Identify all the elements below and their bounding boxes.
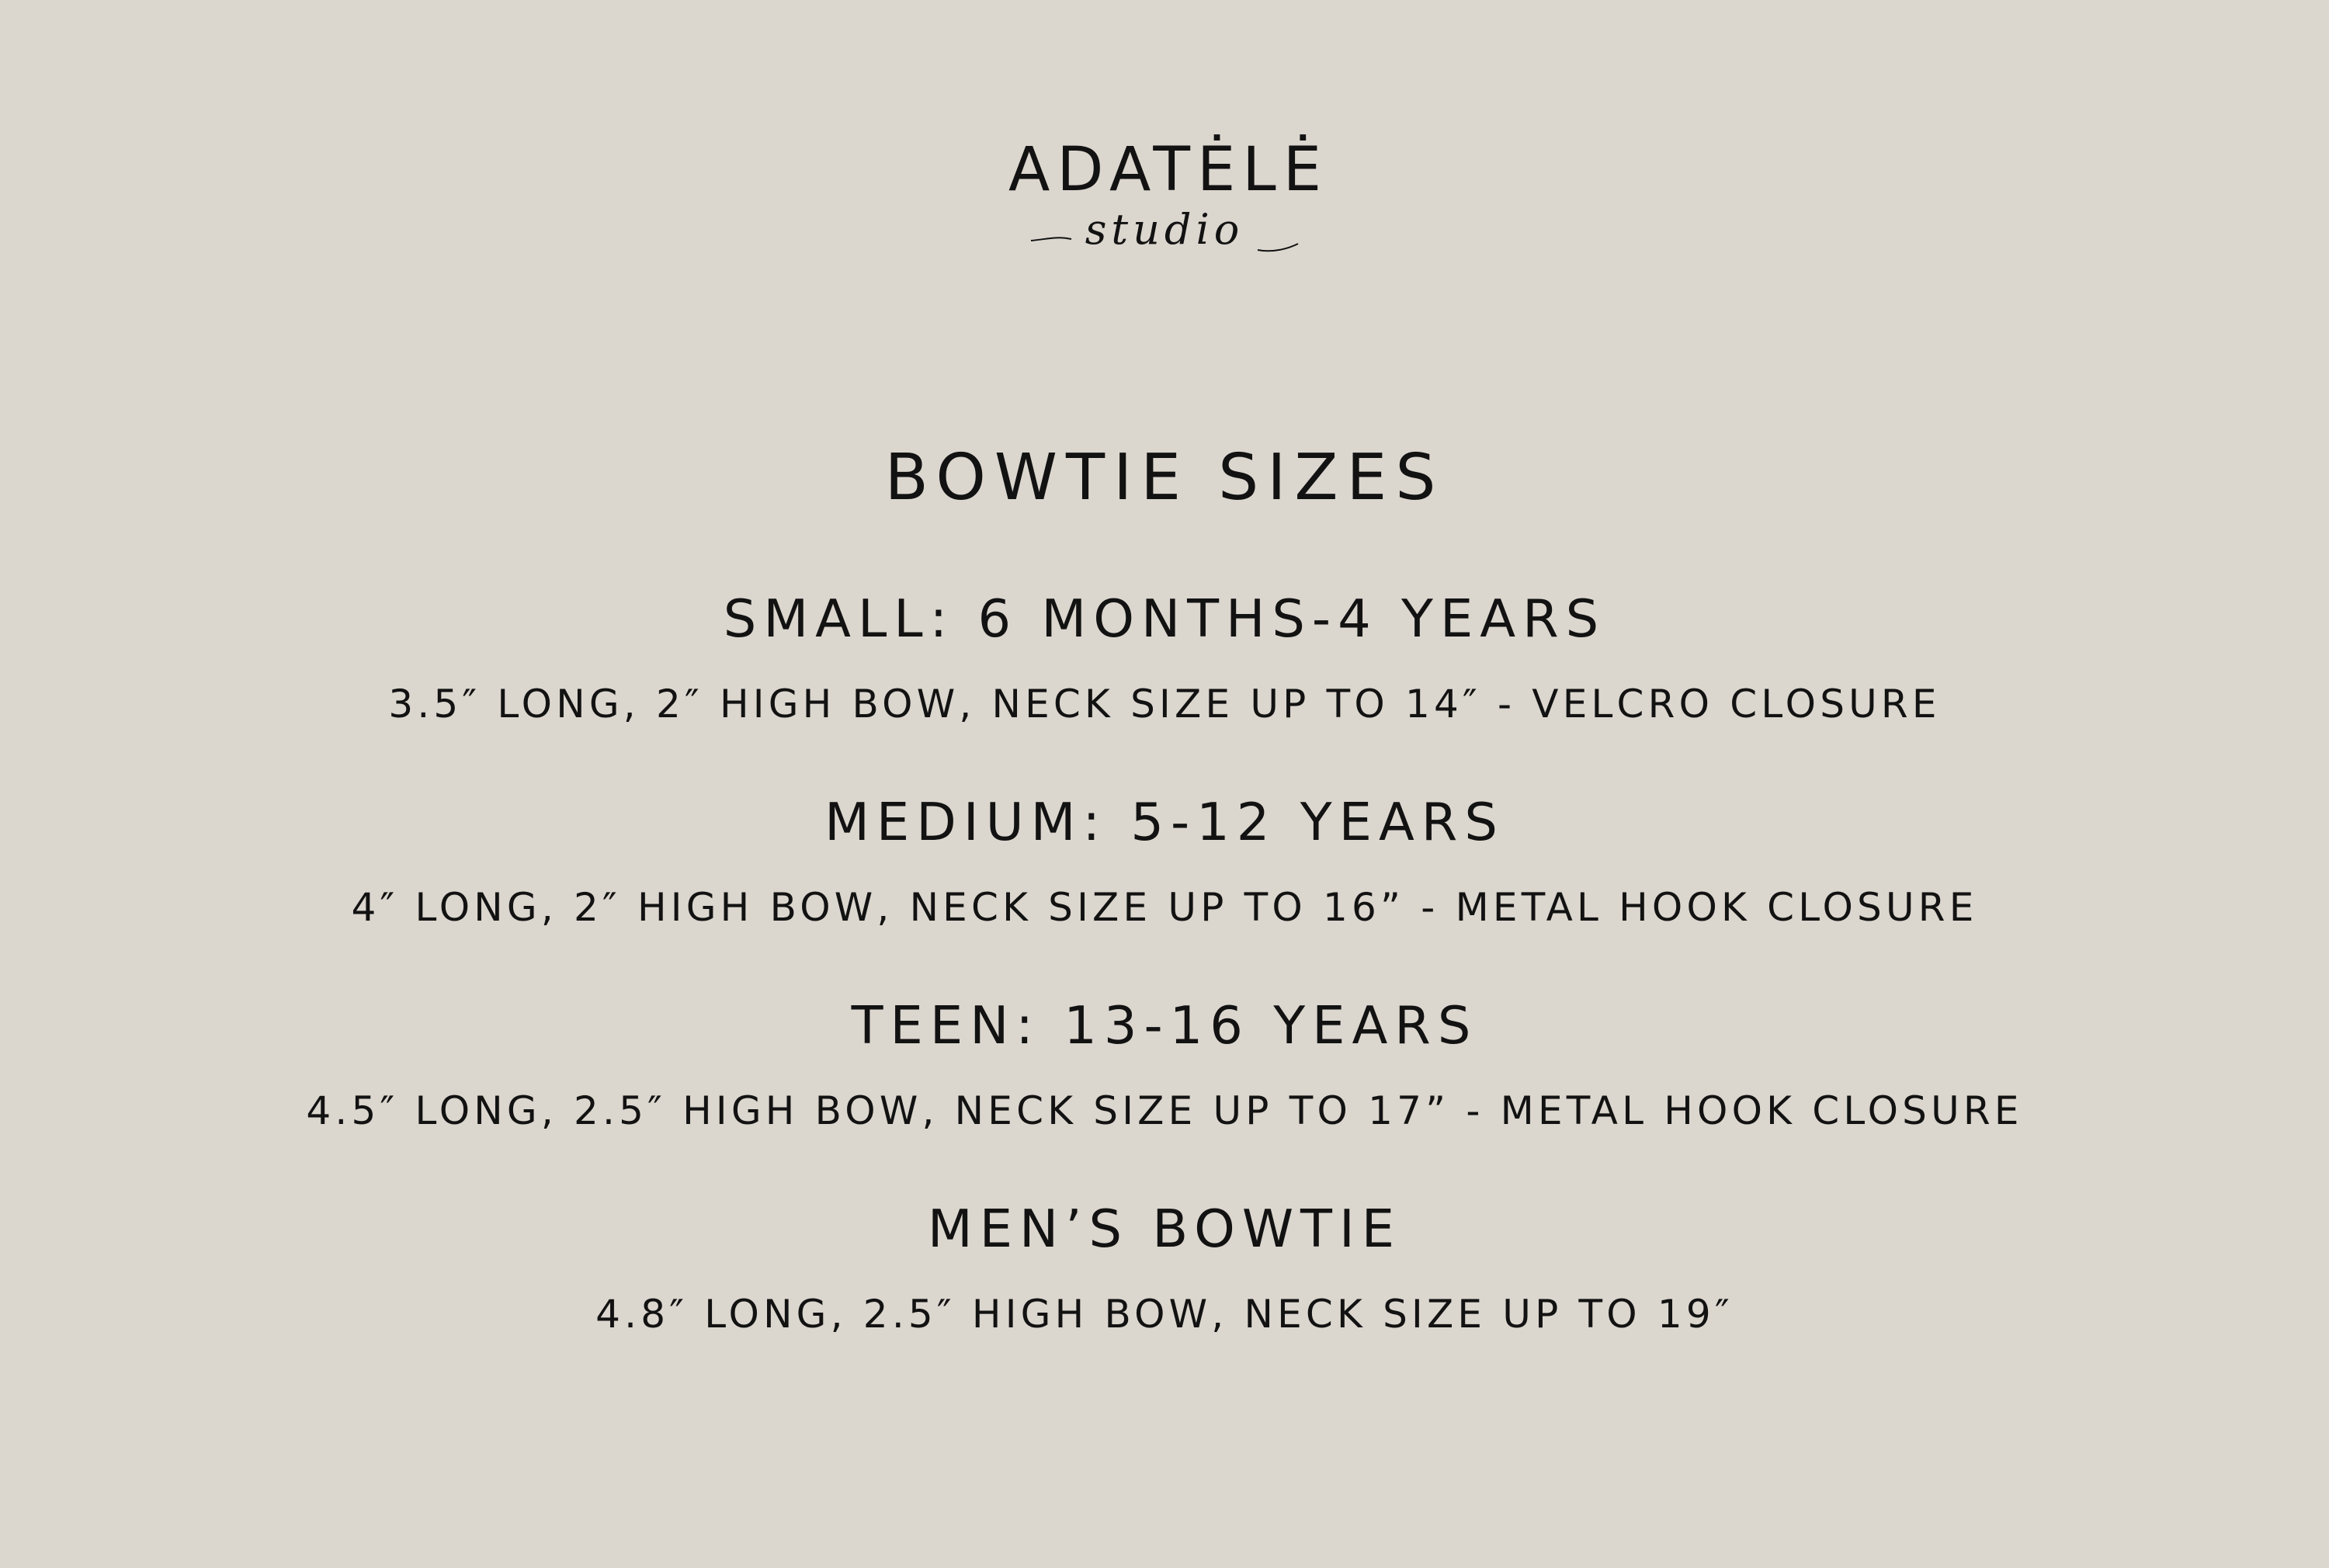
size-name-mens: MEN’S BOWTIE [927,1199,1402,1259]
size-description-medium: 4″ LONG, 2″ HIGH BOW, NECK SIZE UP TO 16” - METAL HOOK CLOSURE [351,885,1978,930]
brand-tagline-script [1025,205,1304,267]
brand-logo [0,135,2329,267]
page-title: BOWTIE SIZES [884,441,1445,515]
size-name-medium: MEDIUM: 5-12 YEARS [824,792,1505,852]
size-description-small: 3.5″ LONG, 2″ HIGH BOW, NECK SIZE UP TO 14″ - VELCRO CLOSURE [388,682,1941,727]
size-name-teen: TEEN: 13-16 YEARS [851,995,1478,1056]
size-description-mens: 4.8″ LONG, 2.5″ HIGH BOW, NECK SIZE UP TO 19″ [595,1292,1734,1337]
brand-name: ADATĖLĖ [1008,135,1329,205]
script-swash-left [1031,238,1071,241]
script-swash-right [1258,244,1298,251]
size-description-teen: 4.5″ LONG, 2.5″ HIGH BOW, NECK SIZE UP TO 17” - METAL HOOK CLOSURE [306,1088,2023,1133]
size-name-small: SMALL: 6 MONTHS-4 YEARS [723,588,1606,649]
brand-tagline: studio [1085,205,1244,254]
